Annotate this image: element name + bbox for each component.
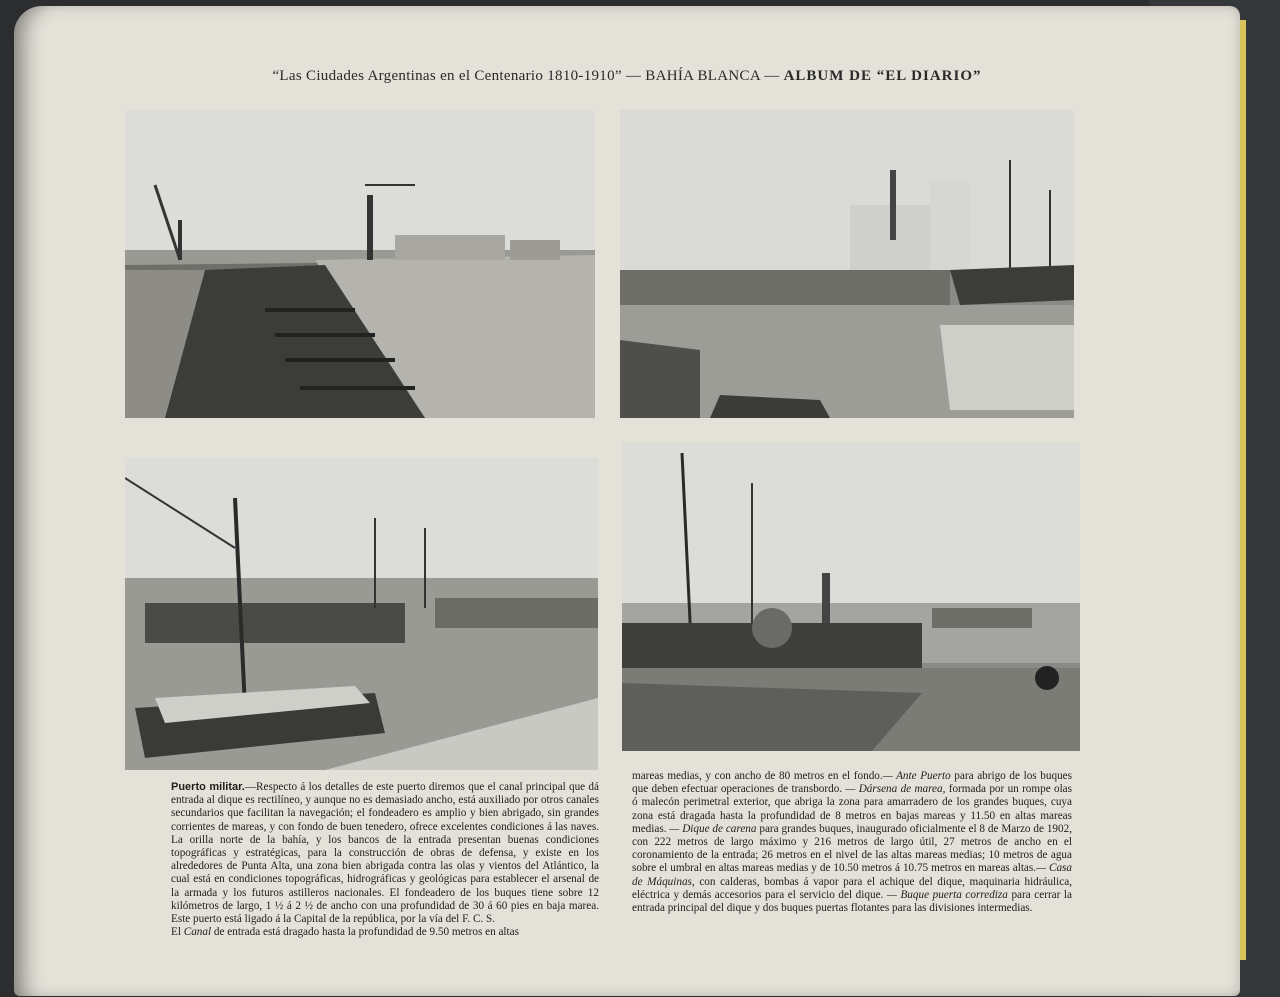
header-city: BAHÍA BLANCA: [645, 68, 761, 84]
paragraph-text: mareas medias, y con ancho de 80 metros en el fondo.: [632, 770, 883, 782]
paragraph-text: El: [171, 926, 184, 939]
emphasis-text: — Casa de Máquinas,: [632, 862, 1072, 888]
emphasis-text: — Buque puerta corrediza: [883, 888, 1008, 901]
header-title: “Las Ciudades Argentinas en el Centenario 1810-1910”: [272, 68, 622, 84]
paragraph-text: formada por un rompe olas ó malecón perimetral exterior, que abriga la zona para amarradero de los grandes buques, cuya zona está dragada hasta la profundidad de 8 metros en bajas mareas y 11.50 en altas mareas medias.: [632, 783, 1072, 835]
paragraph-text: para grandes buques, inaugurado oficialmente el 8 de Marzo de 1902, con 222 metros de largo máximo y 216 metros de largo útil, 27 metros de ancho en el coronamiento de la entrada; 26 metros en el nivel de las altas mareas medias; 10 metros de agua sobre el umbral en altas mareas medias y de 10.50 metros á 10.75 metros en mareas altas.: [632, 822, 1072, 875]
text-column-right: [632, 770, 1072, 930]
header-album: ALBUM DE “EL DIARIO”: [783, 68, 982, 84]
photo-warships-pier: [125, 458, 598, 770]
emphasis-text: — Dársena de marea,: [842, 783, 946, 796]
text-column-left: [171, 781, 599, 951]
emphasis-text: Canal: [183, 926, 212, 939]
header-separator: —: [760, 68, 784, 84]
emphasis-text: — Dique de carena: [666, 822, 757, 835]
paragraph-text: con calderas, bombas á vapor para el achique del dique, maquinaria hidráulica, eléctrica y demás accesorios para el servicio del dique.: [632, 875, 1072, 901]
photo-dry-dock: [125, 110, 595, 418]
paragraph-canal: [171, 926, 599, 939]
photo-harbour-machine-house: [620, 110, 1074, 418]
paragraph-text: para cerrar la entrada principal del dique y dos buques puertas flotantes para las divisiones intermedias.: [632, 888, 1073, 915]
header-separator: —: [621, 68, 646, 84]
album-page: [14, 6, 1240, 996]
page-header: [14, 68, 1240, 85]
paragraph-text: —Respecto á los detalles de este puerto diremos que el canal principal que dá entrada al dique es rectilíneo, y aunque no es demasiado ancho, está auxiliado por otros canales secundarios que facilitan la navegación; el fondeadero es amplio y bien abrigado, sin grandes corrientes de mareas, y con fondo de buen tenedero, ofrece excelentes condiciones á las naves. La orilla norte de la bahía, y los bancos de la entrada presentan buenas condiciones topográficas y estratégicas, para la construcción de obras de defensa, y existe en los alrededores de Punta Alta, una zona bien abrigada contra las olas y vientos del Atlántico, la cual está en condiciones topográficas, hidrográficas y geológicas para establecer el arsenal de la armada y los futuros astilleros nacionales. El fondeadero de los buques tiene sobre 12 kilómetros de largo, 1 ½ á 2 ½ de ancho con una profundidad de 30 á 60 pies en baja marea. Este puerto está ligado á la Capital de la república, por la vía del F. C. S.: [171, 781, 599, 926]
paragraph-puerto-militar: [171, 781, 599, 926]
emphasis-text: — Ante Puerto: [882, 770, 951, 782]
photo-steamers-pier: [622, 443, 1080, 751]
section-heading: Puerto militar.: [171, 781, 245, 793]
paragraph-port-description: [632, 770, 1072, 915]
paragraph-text: de entrada está dragado hasta la profundidad de 9.50 metros en altas: [211, 926, 519, 939]
paragraph-text: para abrigo de los buques que deben efectuar operaciones de transbordo.: [632, 770, 1072, 796]
